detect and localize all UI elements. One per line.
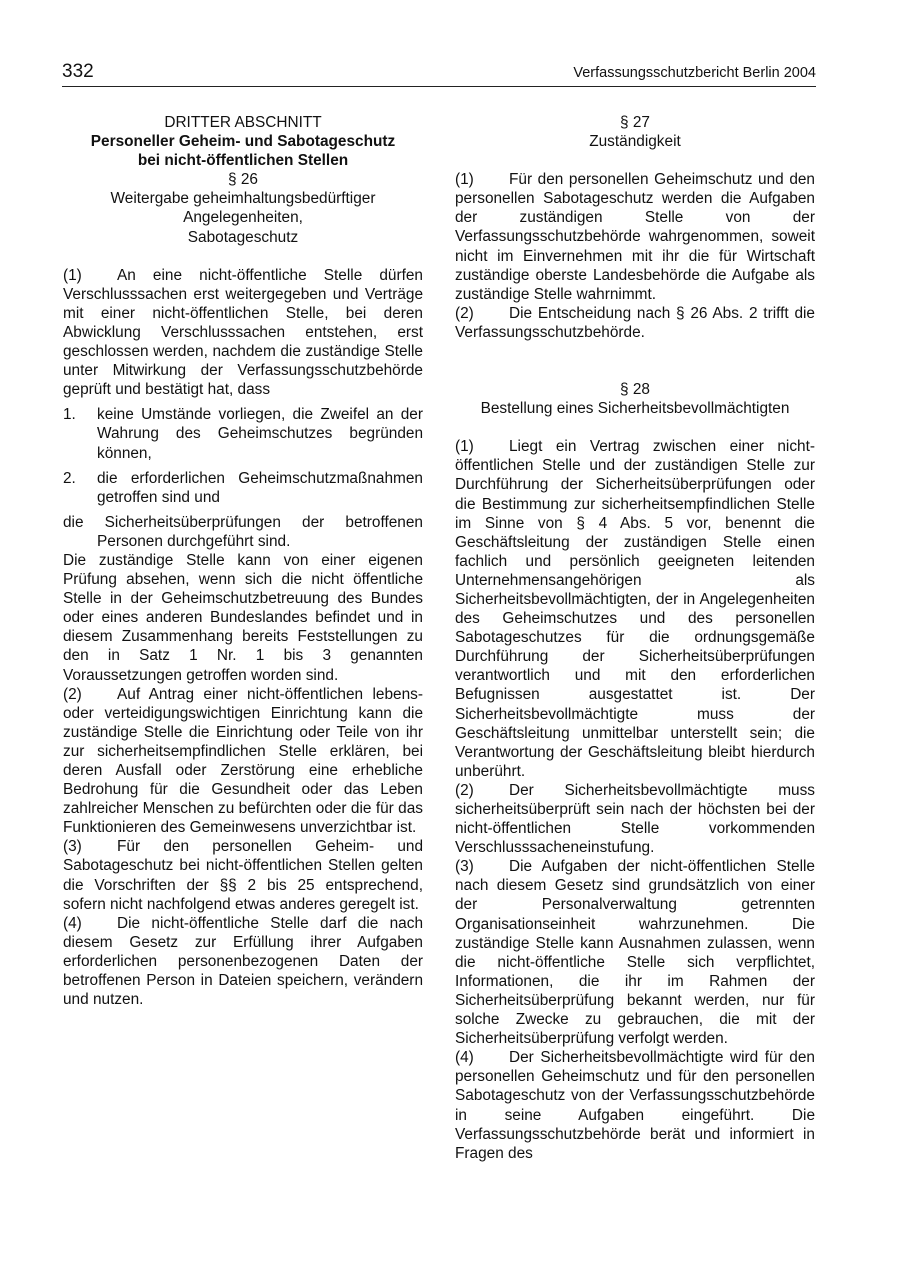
- para-number: (3): [455, 858, 474, 876]
- section-28-para-4: [455, 1048, 815, 1163]
- para-text: Die Aufgaben der nicht-öffentlichen Stelle nach diesem Gesetz sind grundsätzlich von einer der Personalverwaltung getrennten Organisationseinheit wahrzunehmen. Die zuständige Stelle kann Ausnahmen zulassen, wenn die nicht-öffentliche Stelle sich verpflichtet, Informationen, die ihr im Rahmen der Sicherheitsüberprüfung bekannt werden, nur für solche Zwecke zu gebrauchen, die mit der Sicherheitsüberprüfung verfolgt werden.: [455, 858, 815, 1048]
- page-number: 332: [62, 61, 94, 82]
- para-number: (1): [455, 438, 474, 456]
- section-26-para-1: [63, 266, 423, 400]
- para-text: Die nicht-öffentliche Stelle darf die nach diesem Gesetz zur Erfüllung ihrer Aufgaben erforderlichen personenbezogenen Daten der betroffenen Person in Dateien speichern, verändern und nutzen.: [63, 914, 423, 1009]
- para-text: Liegt ein Vertrag zwischen einer nicht-öffentlichen Stelle und der zuständigen Stelle zur Durchführung der Sicherheitsüberprüfungen oder die Bestimmung zur sicherheitsempfindlichen Stelle im Sinne von § 4 Abs. 5 vor, benennt die Geschäftsleitung der zuständigen Stelle einen fachlich und persönlich geeigneten leitenden Unternehmensangehörigen als Sicherheitsbevollmächtigten, der in Angelegenheiten des Geheimschutzes und des personellen Sabotageschutzes für die ordnungsgemäße Durchführung der Sicherheitsüberprüfungen verantwortlich und mit den erforderlichen Befugnissen ausgestattet ist. Der Sicherheitsbevollmächtigte muss der Geschäftsleitung unmittelbar unterstellt sein; die Verantwortung der Geschäftsleitung bleibt hierdurch unberührt.: [455, 438, 815, 780]
- para-text: Die Entscheidung nach § 26 Abs. 2 trifft die Verfassungsschutzbehörde.: [455, 304, 815, 341]
- list-item-text: keine Umstände vorliegen, die Zweifel an der Wahrung des Geheimschutzes begründen können,: [97, 406, 423, 462]
- para-number: (1): [455, 171, 474, 189]
- paragraph-28-title: Bestellung eines Sicherheitsbevollmächtigten: [480, 400, 790, 418]
- section-26-para-2: [63, 685, 423, 838]
- right-column: [455, 113, 815, 1163]
- para-number: (2): [455, 781, 474, 799]
- paragraph-28-number: § 28: [620, 381, 650, 399]
- section-26-para-4: [63, 914, 423, 1009]
- page-header: [62, 62, 816, 87]
- para-text: Für den personellen Geheim- und Sabotageschutz bei nicht-öffentlichen Stellen gelten die Vorschriften der §§ 2 bis 25 entsprechend, sofern nicht nachfolgend etwas anderes geregelt ist.: [63, 838, 423, 913]
- para-number: (3): [63, 838, 82, 856]
- section-title-line-2: bei nicht-öffentlichen Stellen: [137, 152, 349, 170]
- list-item-number: 1.: [63, 406, 76, 424]
- paragraph-26-title-line-3: Sabotageschutz: [187, 228, 299, 246]
- para-number: (4): [455, 1049, 474, 1067]
- para-text: Auf Antrag einer nicht-öffentlichen lebens- oder verteidigungswichtigen Einrichtung kann die zuständige Stelle die Einrichtung oder Teile von ihr zur sicherheitsempfindlichen Stelle erklären, bei deren Ausfall oder Zerstörung eine erhebliche Bedrohung für die Gesundheit oder das Leben zahlreicher Menschen zu befürchten oder die für das Funktionieren des Gemeinwesens unverzichtbar ist.: [63, 685, 423, 837]
- section-28-para-2: [455, 781, 815, 857]
- section-label: DRITTER ABSCHNITT: [164, 114, 322, 131]
- section-28-para-1: [455, 437, 815, 781]
- list-item: [63, 405, 423, 462]
- document-title: Verfassungsschutzbericht Berlin 2004: [573, 65, 816, 81]
- paragraph-26-title-line-1: Weitergabe geheimhaltungsbedürftiger: [110, 190, 376, 208]
- list-item-3-text: die Sicherheitsüberprüfungen der betroffenen Personen durchgeführt sind.: [63, 513, 423, 550]
- section-title-line-1: Personeller Geheim- und Sabotageschutz: [90, 133, 396, 151]
- para-text: Der Sicherheitsbevollmächtigte wird für den personellen Geheimschutz und für den personellen Sabotageschutz von der Verfassungsschutzbehörde in seine Aufgaben eingeführt. Die Verfassungsschutzbehörde berät und informiert in Fragen des: [455, 1049, 815, 1162]
- left-column: [63, 113, 423, 1009]
- section-26-para-1-continued: Die zuständige Stelle kann von einer eigenen Prüfung absehen, wenn sich die nicht öffentliche Stelle in der Geheimschutzbetreuung des Bundes oder eines anderen Bundeslandes befindet und in diesem Zusammenhang bereits Feststellungen zu den in Satz 1 Nr. 1 bis 3 genannten Voraussetzungen getroffen worden sind.: [63, 551, 423, 684]
- list-item-number: 2.: [63, 469, 76, 487]
- paragraph-26-number: § 26: [228, 171, 258, 189]
- para-text: Der Sicherheitsbevollmächtigte muss sicherheitsüberprüft sein nach der höchsten bei der nicht-öffentlichen Stelle vorkommenden Verschlusssacheneinstufung.: [455, 781, 815, 857]
- section-27-para-2: [455, 304, 815, 342]
- para-number: (2): [455, 304, 474, 322]
- para-number: (1): [63, 266, 82, 284]
- para-text: An eine nicht-öffentliche Stelle dürfen Verschlusssachen erst weitergegeben und Verträge mit einer nicht-öffentlichen Stelle, bei deren Abwicklung Verschlusssachen entstehen, erst geschlossen werden, nachdem die zuständige Stelle unter Mitwirkung der Verfassungsschutzbehörde geprüft und bestätigt hat, dass: [63, 266, 423, 399]
- section-28-para-3: [455, 857, 815, 1048]
- para-number: (4): [63, 914, 82, 932]
- para-number: (2): [63, 685, 82, 703]
- paragraph-27-title: Zuständigkeit: [589, 133, 681, 151]
- para-text: Für den personellen Geheimschutz und den personellen Sabotageschutz werden die Aufgaben der zuständigen Stelle von der Verfassungsschutzbehörde wahrgenommen, soweit nicht im Einvernehmen mit ihr die für Wirtschaft zuständige oberste Landesbehörde die Aufgabe als zuständige Stelle wahrnimmt.: [455, 171, 815, 303]
- paragraph-26-title-line-2: Angelegenheiten,: [183, 209, 303, 227]
- section-26-para-3: [63, 837, 423, 913]
- list-item: [63, 469, 423, 507]
- paragraph-27-number: § 27: [620, 114, 650, 131]
- list-item-text: die erforderlichen Geheimschutzmaßnahmen getroffen sind und: [97, 469, 423, 506]
- section-27-para-1: [455, 170, 815, 304]
